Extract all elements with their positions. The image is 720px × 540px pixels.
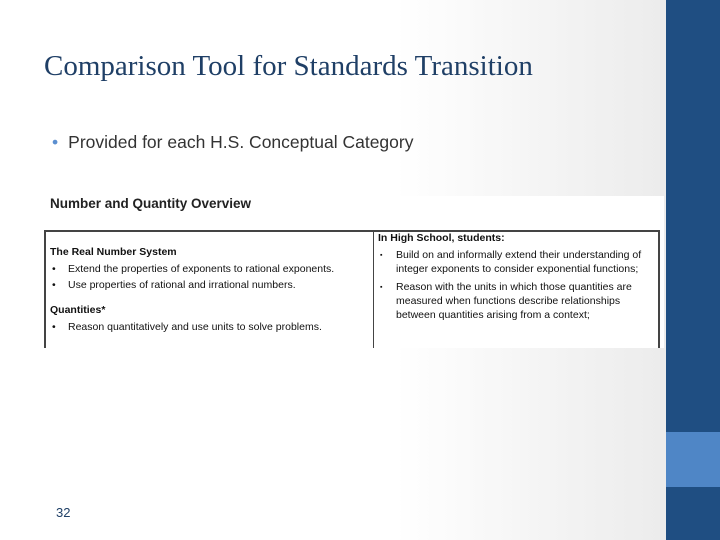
quantities-list [50,320,368,334]
students-list [378,248,658,322]
list-item: ▪ Build on and informally extend their understanding of integer exponents to consider exponential functions; [378,248,658,276]
list-item: • Use properties of rational and irrational numbers. [50,278,368,292]
real-number-list [50,262,368,292]
list-item: ▪ Reason with the units in which those quantities are measured when functions describe relationships between quantities arising from a context; [378,280,658,322]
slide-title: Comparison Tool for Standards Transition [44,50,533,82]
page-number: 32 [56,505,71,520]
column-divider [373,232,374,348]
list-item: • Extend the properties of exponents to rational exponents. [50,262,368,276]
overview-table [44,230,660,348]
section-header-quantities: Quantities* [50,304,106,316]
bullet-point [52,132,413,153]
overview-image [44,196,664,348]
right-column-header: In High School, students: [378,232,505,244]
overview-title: Number and Quantity Overview [50,196,252,211]
section-header-real-number-system: The Real Number System [50,246,177,258]
bullet-text: Provided for each H.S. Conceptual Category [68,132,414,152]
list-item: • Reason quantitatively and use units to solve problems. [50,320,368,334]
right-column [378,232,658,326]
bullet-icon: • [52,132,59,152]
left-column [50,246,368,336]
sidebar-accent-block [666,432,720,487]
